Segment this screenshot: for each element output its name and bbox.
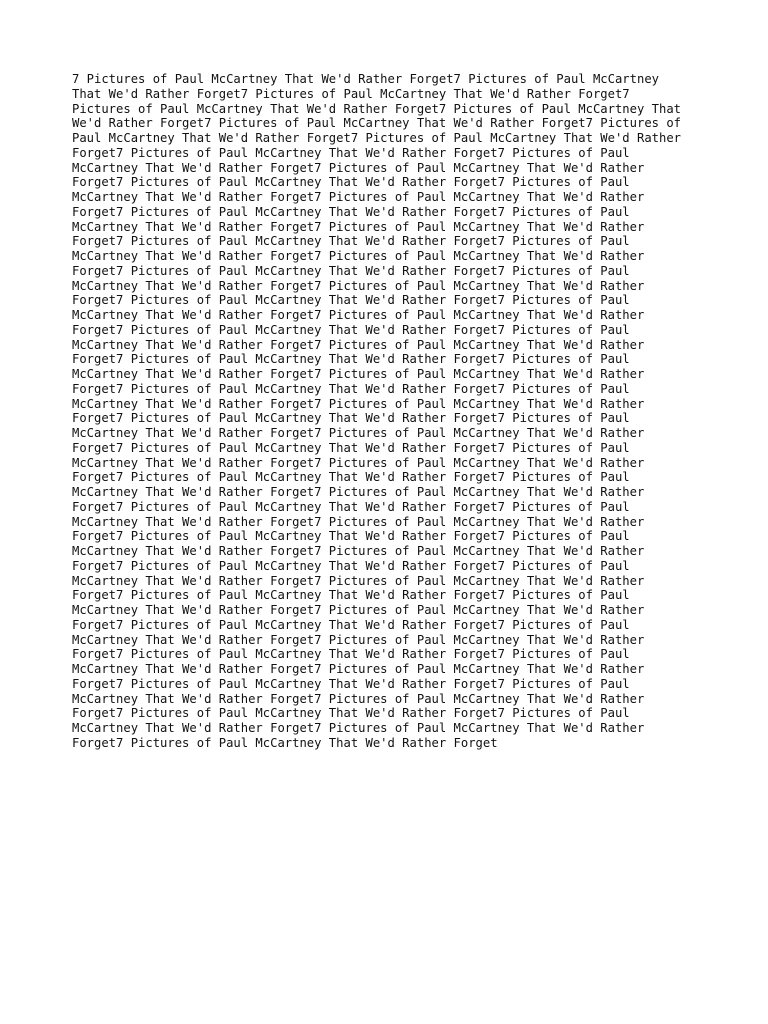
document-body-text: 7 Pictures of Paul McCartney That We'd Rather Forget7 Pictures of Paul McCartney That We'd Rather Forget7 Pictures of Paul McCartney That We'd Rather Forget7 Pictures of Paul McCartney That We'd Rather Forget7 Pictures of Paul McCartney That We'd Rather Forget7 Pictures of Paul McCartney That We'd Rather Forget7 Pictures of Paul McCartney That We'd Rather Forget7 Pictures of Paul McCartney That We'd Rather Forget7 Pictures of Paul McCartney That We'd Rather Forget7 Pictures of Paul McCartney That We'd Rather Forget7 Pictures of Paul McCartney That We'd Rather Forget7 Pictures of Paul McCartney That We'd Rather Forget7 Pictures of Paul McCartney That We'd Rather Forget7 Pictures of Paul McCartney That We'd Rather Forget7 Pictures of Paul McCartney That We'd Rather Forget7 Pictures of Paul McCartney That We'd Rather Forget7 Pictures of Paul McCartney That We'd Rather Forget7 Pictures of Paul McCartney That We'd Rather Forget7 Pictures of Paul McCartney That We'd Rather Forget7 Pictures of Paul McCartney That We'd Rather Forget7 Pictures of Paul McCartney That We'd Rather Forget7 Pictures of Paul McCartney That We'd Rather Forget7 Pictures of Paul McCartney That We'd Rather Forget7 Pictures of Paul McCartney That We'd Rather Forget7 Pictures of Paul McCartney That We'd Rather Forget7 Pictures of Paul McCartney That We'd Rather Forget7 Pictures of Paul McCartney That We'd Rather Forget7 Pictures of Paul McCartney That We'd Rather Forget7 Pictures of Paul McCartney That We'd Rather Forget7 Pictures of Paul McCartney That We'd Rather Forget7 Pictures of Paul McCartney That We'd Rather Forget7 Pictures of Paul McCartney That We'd Rather Forget7 Pictures of Paul McCartney That We'd Rather Forget7 Pictures of Paul McCartney That We'd Rather Forget7 Pictures of Paul McCartney That We'd Rather Forget7 Pictures of Paul McCartney That We'd Rather Forget7 Pictures of Paul McCartney That We'd Rather Forget7 Pictures of Paul McCartney That We'd Rather Forget7 Pictures of Paul McCartney That We'd Rather Forget7 Pictures of Paul McCartney That We'd Rather Forget7 Pictures of Paul McCartney That We'd Rather Forget7 Pictures of Paul McCartney That We'd Rather Forget7 Pictures of Paul McCartney That We'd Rather Forget7 Pictures of Paul McCartney That We'd Rather Forget7 Pictures of Paul McCartney That We'd Rather Forget7 Pictures of Paul McCartney That We'd Rather Forget7 Pictures of Paul McCartney That We'd Rather Forget7 Pictures of Paul McCartney That We'd Rather Forget7 Pictures of Paul McCartney That We'd Rather Forget7 Pictures of Paul McCartney That We'd Rather Forget7 Pictures of Paul McCartney That We'd Rather Forget7 Pictures of Paul McCartney That We'd Rather Forget7 Pictures of Paul McCartney That We'd Rather Forget7 Pictures of Paul McCartney That We'd Rather Forget7 Pictures of Paul McCartney That We'd Rather Forget7 Pictures of Paul McCartney That We'd Rather Forget7 Pictures of Paul McCartney That We'd Rather Forget7 Pictures of Paul McCartney That We'd Rather Forget7 Pictures of Paul McCartney That We'd Rather Forget7 Pictures of Paul McCartney That We'd Rather Forget7 Pictures of Paul McCartney That We'd Rather Forget7 Pictures of Paul McCartney That We'd Rather Forget7 Pictures of Paul McCartney That We'd Rather Forget7 Pictures of Paul McCartney That We'd Rather Forget7 Pictures of Paul McCartney That We'd Rather Forget7 Pictures of Paul McCartney That We'd Rather Forget7 Pictures of Paul McCartney That We'd Rather Forget7 Pictures of Paul McCartney That We'd Rather Forget7 Pictures of Paul McCartney That We'd Rather Forget bbox=[72, 72, 682, 750]
